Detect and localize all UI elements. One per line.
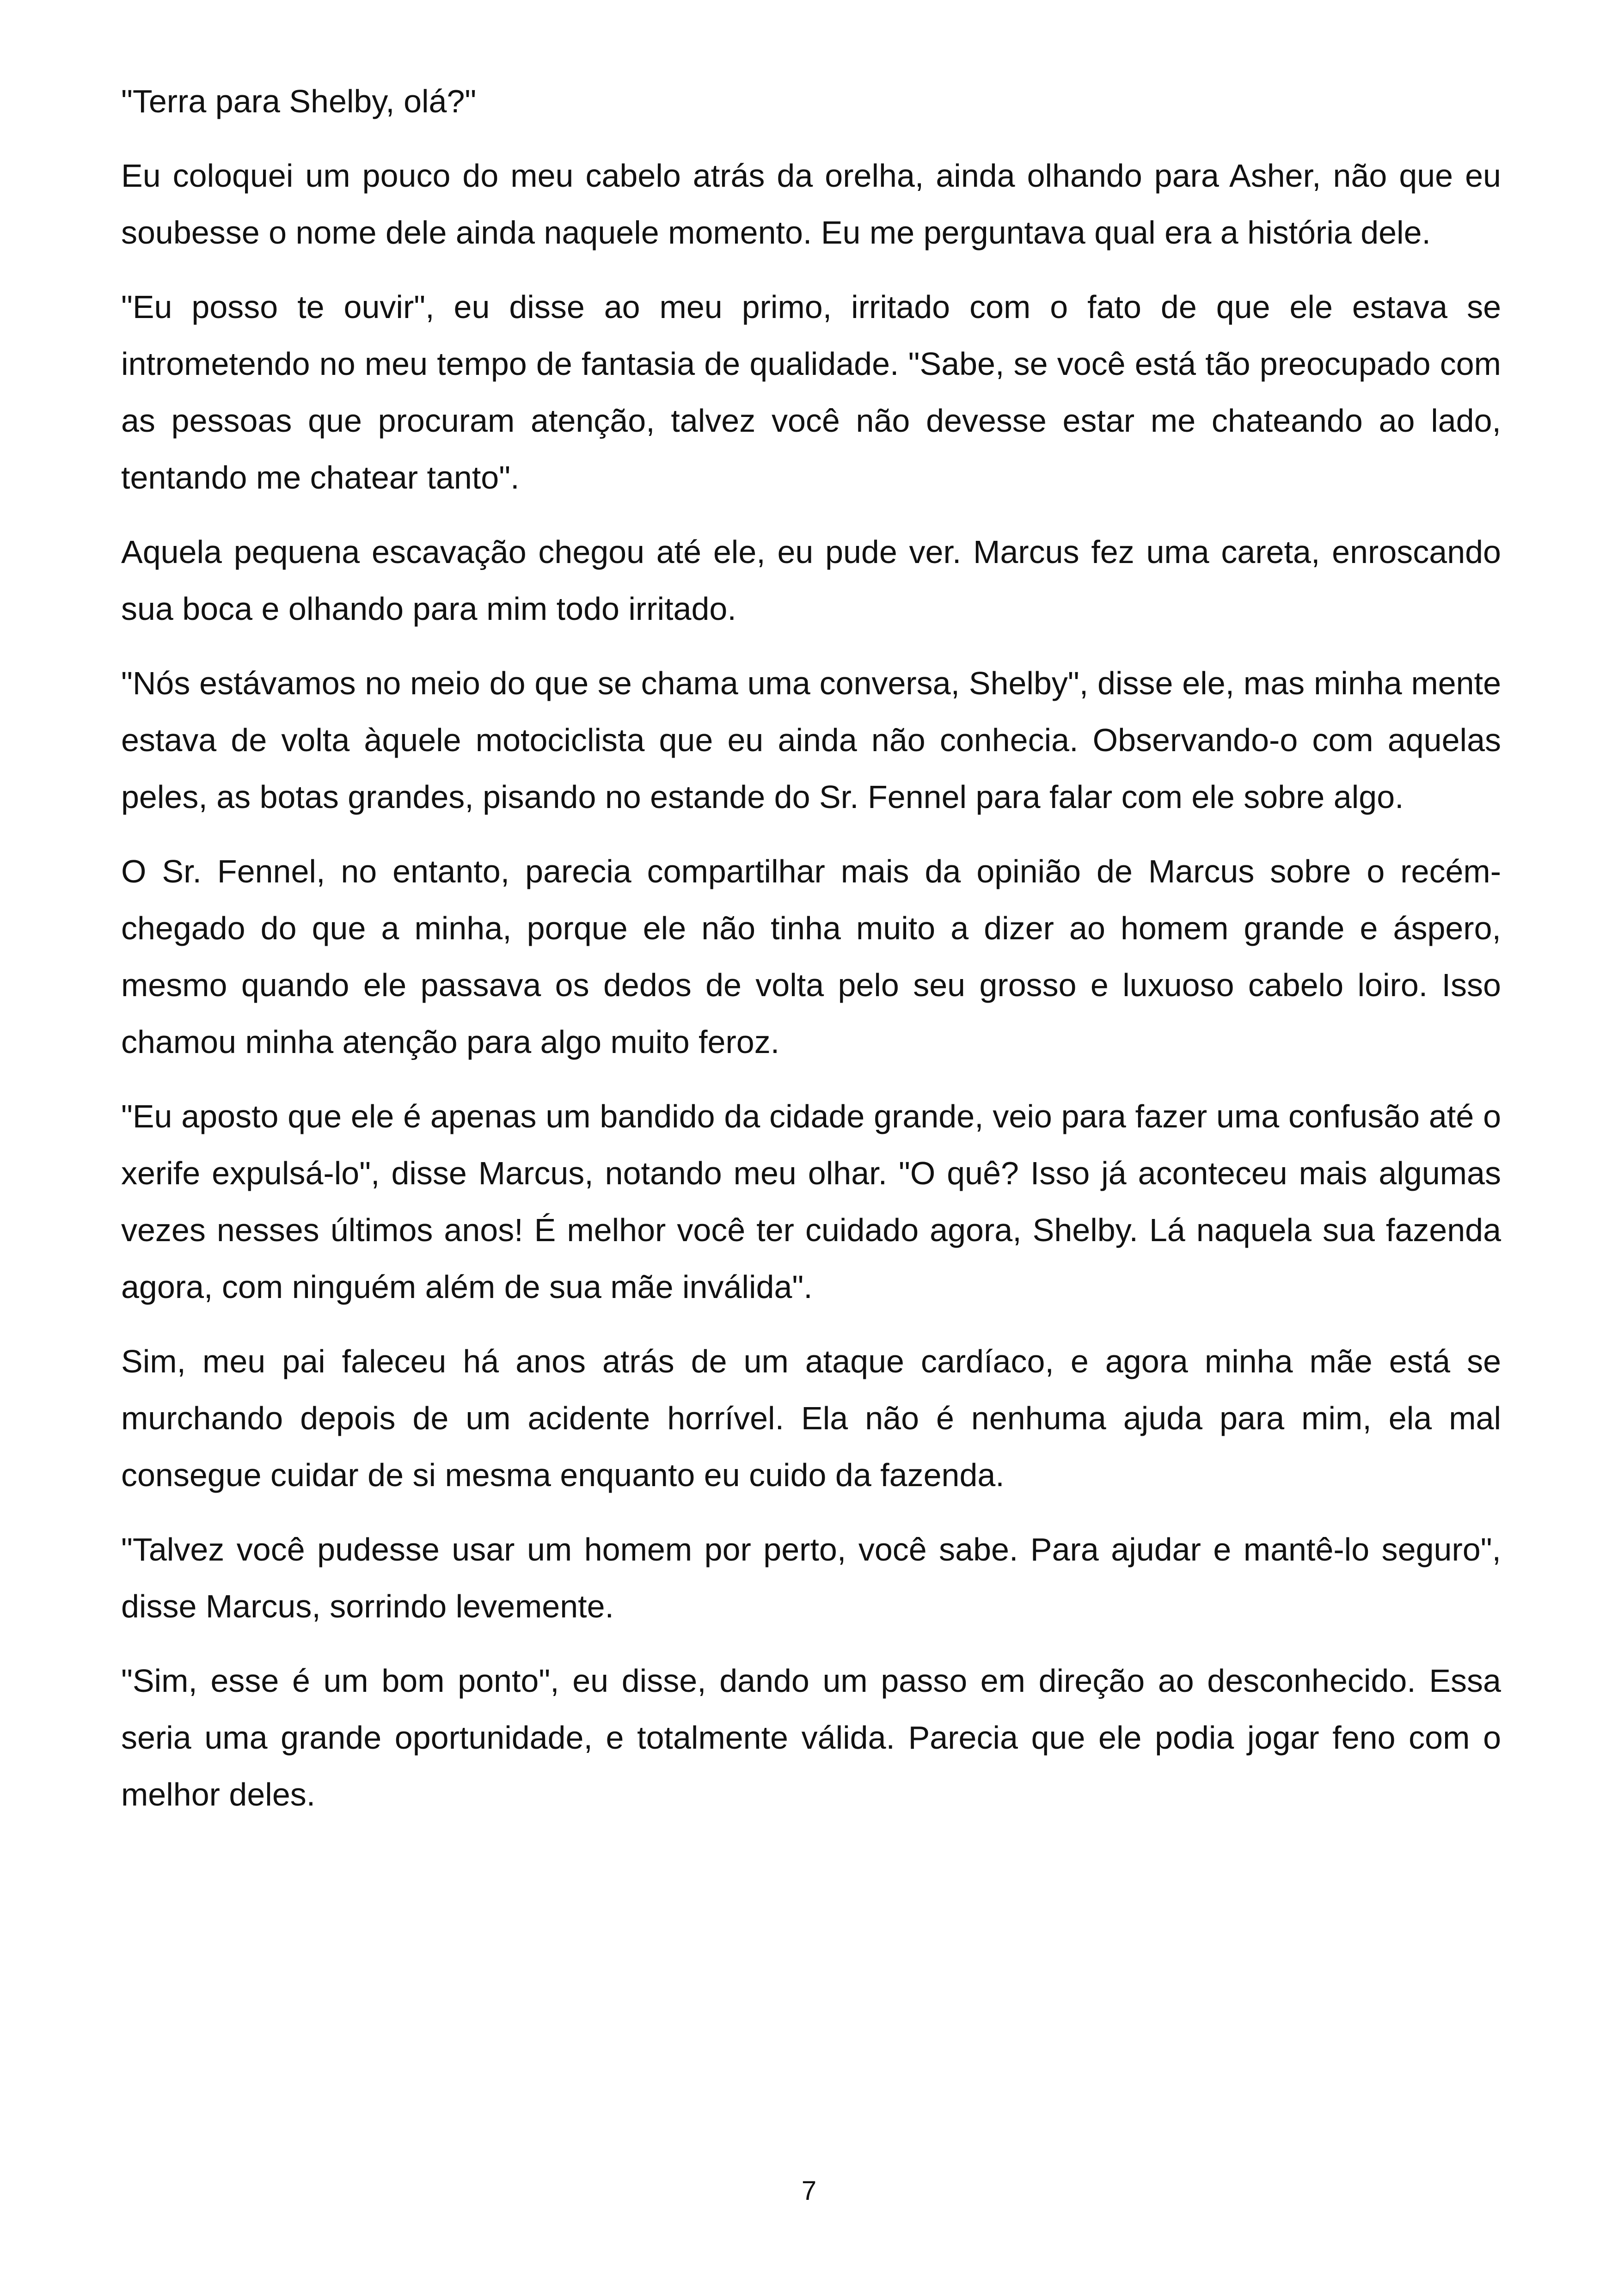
page-number: 7: [801, 2176, 817, 2206]
paragraph: "Eu posso te ouvir", eu disse ao meu primo, irritado com o fato de que ele estava se intrometendo no meu tempo de fantasia de qualidade. "Sabe, se você está tão preocupado com as pessoas que procuram atenção, talvez você não devesse estar me chateando ao lado, tentando me chatear tanto".: [121, 289, 1501, 496]
paragraph: "Sim, esse é um bom ponto", eu disse, dando um passo em direção ao desconhecido. Essa seria uma grande oportunidade, e totalmente válida. Parecia que ele podia jogar feno com o melhor deles.: [121, 1663, 1501, 1812]
paragraph: Sim, meu pai faleceu há anos atrás de um ataque cardíaco, e agora minha mãe está se murchando depois de um acidente horrível. Ela não é nenhuma ajuda para mim, ela mal consegue cuidar de si mesma enquanto eu cuido da fazenda.: [121, 1343, 1501, 1493]
body-text: [121, 73, 1501, 1841]
paragraph: "Eu aposto que ele é apenas um bandido da cidade grande, veio para fazer uma confusão até o xerife expulsá-lo", disse Marcus, notando meu olhar. "O quê? Isso já aconteceu mais algumas vezes nesses últimos anos! É melhor você ter cuidado agora, Shelby. Lá naquela sua fazenda agora, com ninguém além de sua mãe inválida".: [121, 1098, 1501, 1305]
paragraph: Eu coloquei um pouco do meu cabelo atrás da orelha, ainda olhando para Asher, não que eu soubesse o nome dele ainda naquele momento. Eu me perguntava qual era a história dele.: [121, 158, 1501, 251]
paragraph: Aquela pequena escavação chegou até ele, eu pude ver. Marcus fez uma careta, enroscando sua boca e olhando para mim todo irritado.: [121, 534, 1501, 627]
paragraph: O Sr. Fennel, no entanto, parecia compartilhar mais da opinião de Marcus sobre o recém-chegado do que a minha, porque ele não tinha muito a dizer ao homem grande e áspero, mesmo quando ele passava os dedos de volta pelo seu grosso e luxuoso cabelo loiro. Isso chamou minha atenção para algo muito feroz.: [121, 853, 1501, 1060]
paragraph: "Terra para Shelby, olá?": [121, 83, 477, 119]
paragraph: "Talvez você pudesse usar um homem por perto, você sabe. Para ajudar e mantê-lo seguro", disse Marcus, sorrindo levemente.: [121, 1531, 1501, 1624]
paragraph: "Nós estávamos no meio do que se chama uma conversa, Shelby", disse ele, mas minha mente estava de volta àquele motociclista que eu ainda não conhecia. Observando-o com aquelas peles, as botas grandes, pisando no estande do Sr. Fennel para falar com ele sobre algo.: [121, 665, 1501, 815]
